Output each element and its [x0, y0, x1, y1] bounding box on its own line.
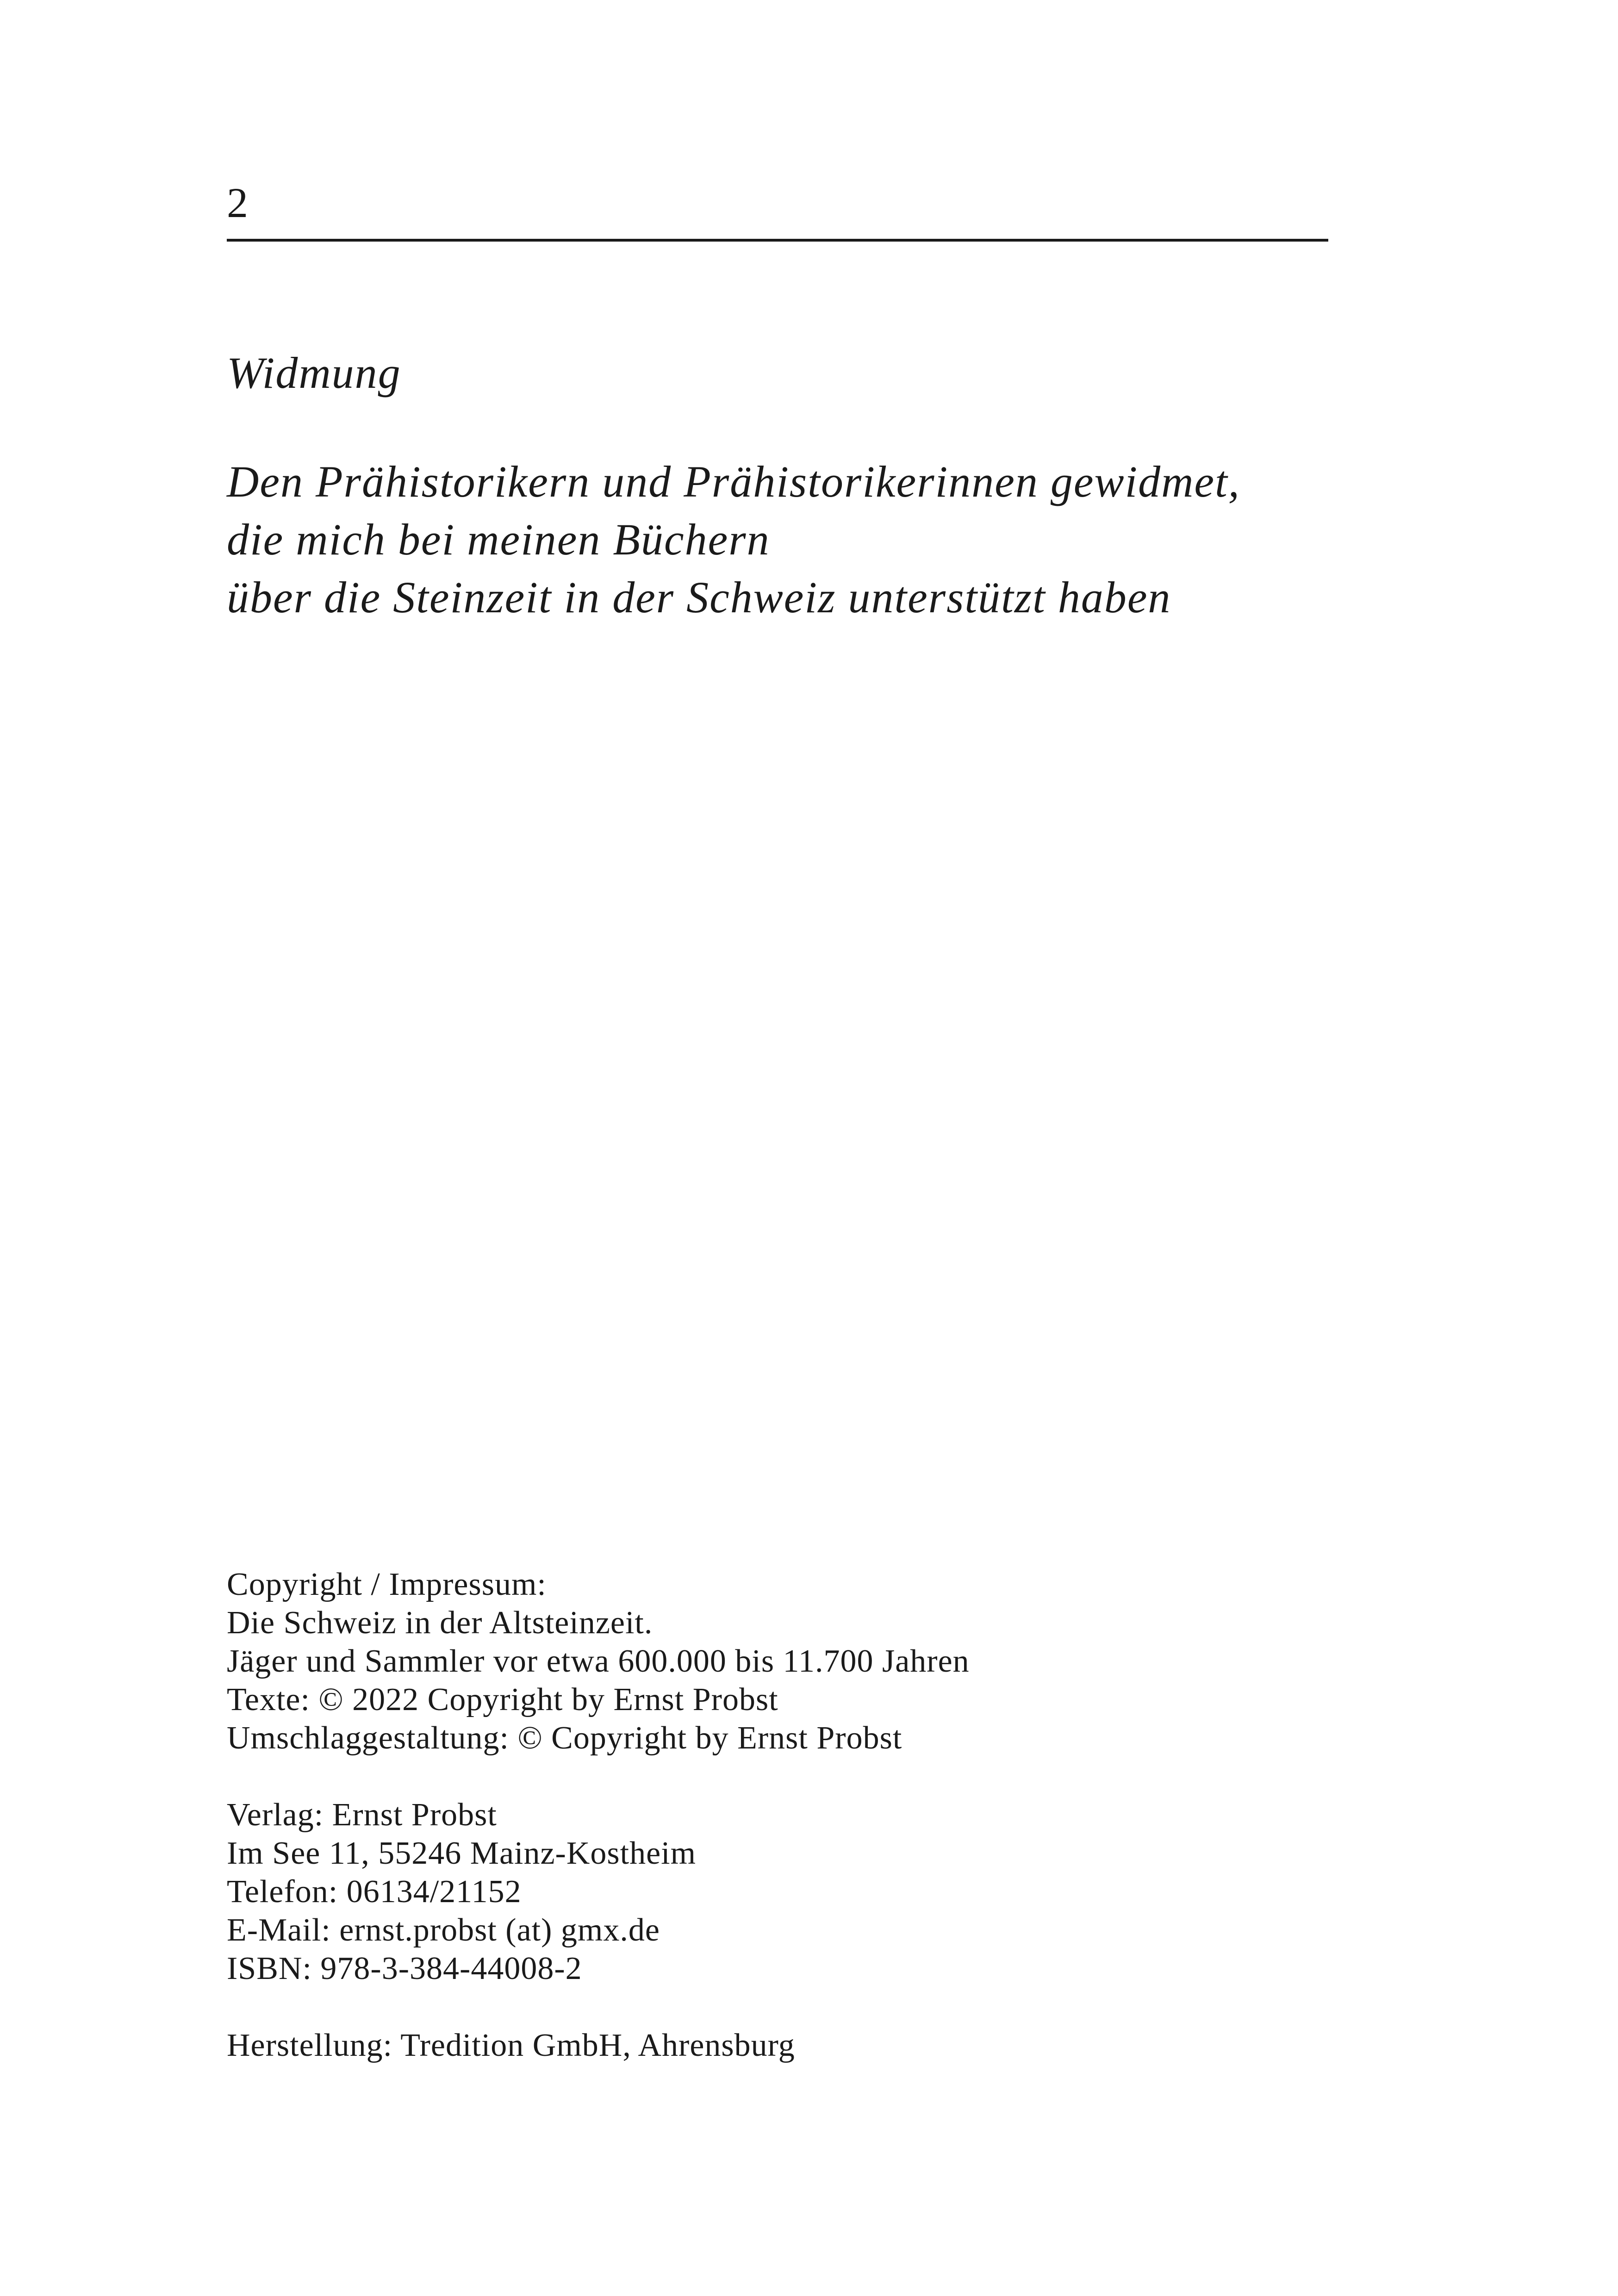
production-block [227, 2026, 970, 2065]
dedication-text [227, 453, 1240, 626]
imprint-line: ISBN: 978-3-384-44008-2 [227, 1951, 582, 1986]
imprint-line: Texte: © 2022 Copyright by Ernst Probst [227, 1682, 778, 1717]
imprint-line: Verlag: Ernst Probst [227, 1797, 497, 1833]
imprint-line: Umschlaggestaltung: © Copyright by Ernst Probst [227, 1720, 902, 1756]
dedication-title: Widmung [227, 348, 401, 398]
publisher-block [227, 1796, 970, 1988]
imprint-line: Telefon: 06134/21152 [227, 1874, 522, 1910]
page-number: 2 [227, 179, 248, 226]
header-rule [227, 239, 1328, 242]
imprint-line: Jäger und Sammler vor etwa 600.000 bis 11.700 Jahren [227, 1643, 970, 1679]
imprint [227, 1565, 970, 2065]
dedication-line: über die Steinzeit in der Schweiz unterstützt haben [227, 572, 1171, 622]
dedication-line: die mich bei meinen Büchern [227, 515, 770, 564]
imprint-line: Im See 11, 55246 Mainz-Kostheim [227, 1836, 697, 1871]
copyright-block [227, 1565, 970, 1757]
imprint-line: Die Schweiz in der Altsteinzeit. [227, 1605, 653, 1641]
imprint-line: E-Mail: ernst.probst (at) gmx.de [227, 1912, 660, 1948]
imprint-line: Copyright / Impressum: [227, 1567, 547, 1602]
dedication-line: Den Prähistorikern und Prähistorikerinnen gewidmet, [227, 457, 1240, 506]
imprint-line: Herstellung: Tredition GmbH, Ahrensburg [227, 2028, 795, 2063]
